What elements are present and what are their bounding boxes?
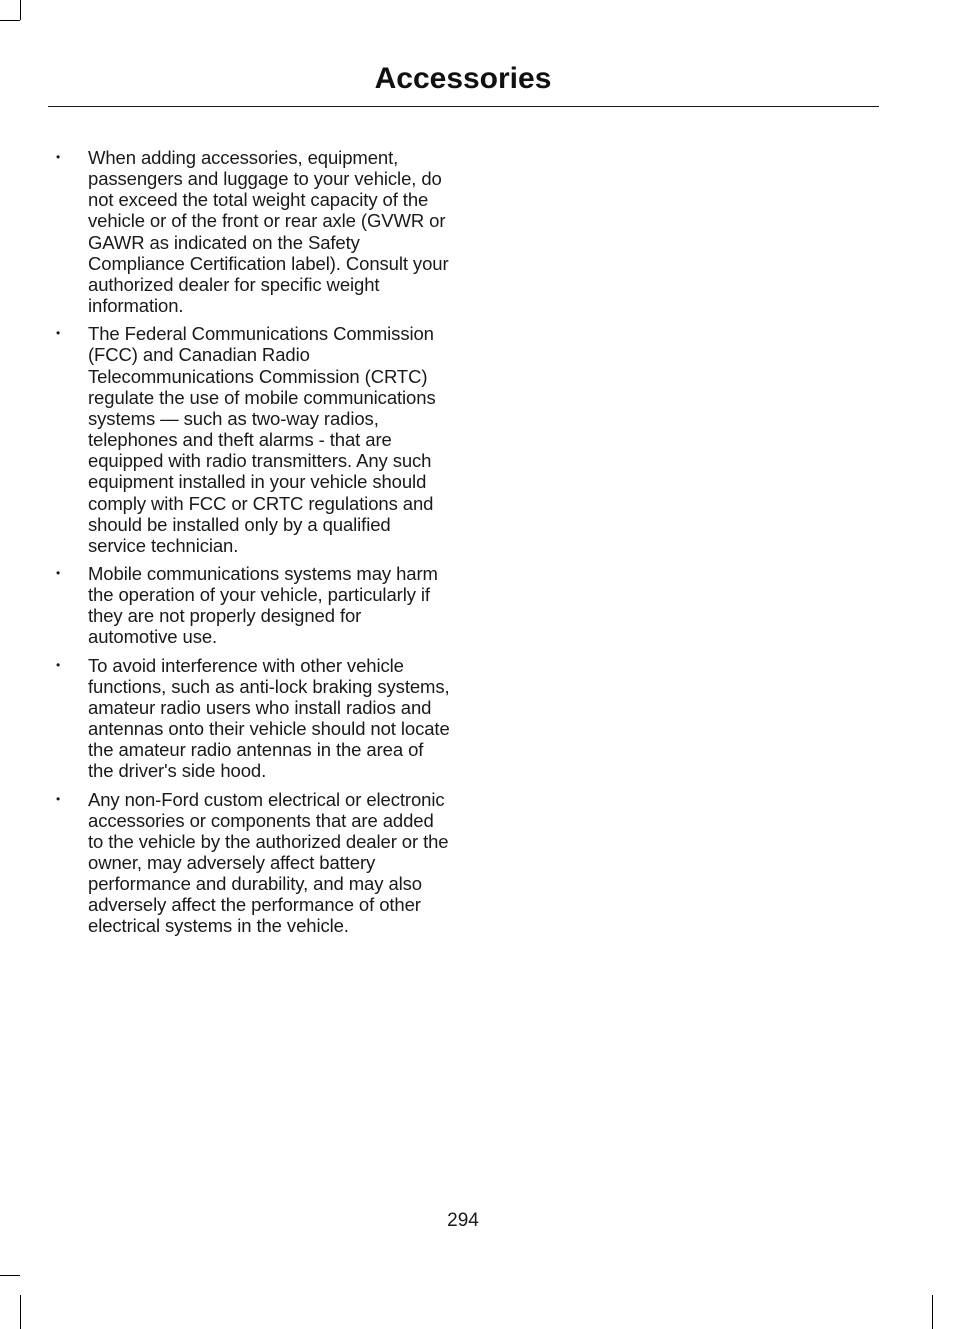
list-item-text: When adding accessories, equipment, passengers and luggage to your vehicle, do not exceed the total weight capacity of the vehicle or of the front or rear axle (GVWR or GAWR as indicated on the Safety Compliance Certification label). Consult your authorized dealer for specific weight information.: [88, 147, 449, 317]
bullet-icon: •: [56, 565, 61, 580]
list-item: [50, 147, 450, 316]
list-item-text: The Federal Communications Commission (FCC) and Canadian Radio Telecommunications Commission (CRTC) regulate the use of mobile communications systems — such as two-way radios, telephones and theft alarms - that are equipped with radio transmitters. Any such equipment installed in your vehicle should comply with FCC or CRTC regulations and should be installed only by a qualified service technician.: [88, 323, 436, 556]
list-item: [50, 655, 450, 782]
crop-mark-bottom-right-vertical: [932, 1295, 933, 1329]
bullet-list: [50, 147, 450, 944]
list-item-text: To avoid interference with other vehicle functions, such as anti-lock braking systems, amateur radio users who install radios and antennas onto their vehicle should not locate the amateur radio antennas in the area of the driver's side hood.: [88, 654, 450, 782]
list-item-text: Mobile communications systems may harm the operation of your vehicle, particularly if they are not properly designed for automotive use.: [88, 562, 438, 648]
crop-mark-bottom-left-horizontal: [0, 1275, 20, 1276]
bullet-icon: •: [56, 791, 61, 806]
title-divider: [48, 106, 879, 107]
bullet-icon: •: [56, 326, 61, 341]
list-item: [50, 789, 450, 937]
page-number: 294: [447, 1210, 479, 1231]
bullet-icon: •: [56, 150, 61, 164]
list-item: [50, 563, 450, 648]
list-item-text: Any non-Ford custom electrical or electronic accessories or components that are added to the vehicle by the authorized dealer or the owner, may adversely affect battery performance and durability, and may also adversely affect the performance of other electrical systems in the vehicle.: [88, 788, 449, 937]
bullet-icon: •: [56, 657, 61, 672]
crop-mark-top-left-horizontal: [0, 20, 20, 21]
page-title: Accessories: [374, 62, 552, 95]
crop-mark-bottom-left-vertical: [20, 1295, 21, 1329]
list-item: [50, 323, 450, 556]
crop-mark-top-left-vertical: [20, 0, 21, 20]
